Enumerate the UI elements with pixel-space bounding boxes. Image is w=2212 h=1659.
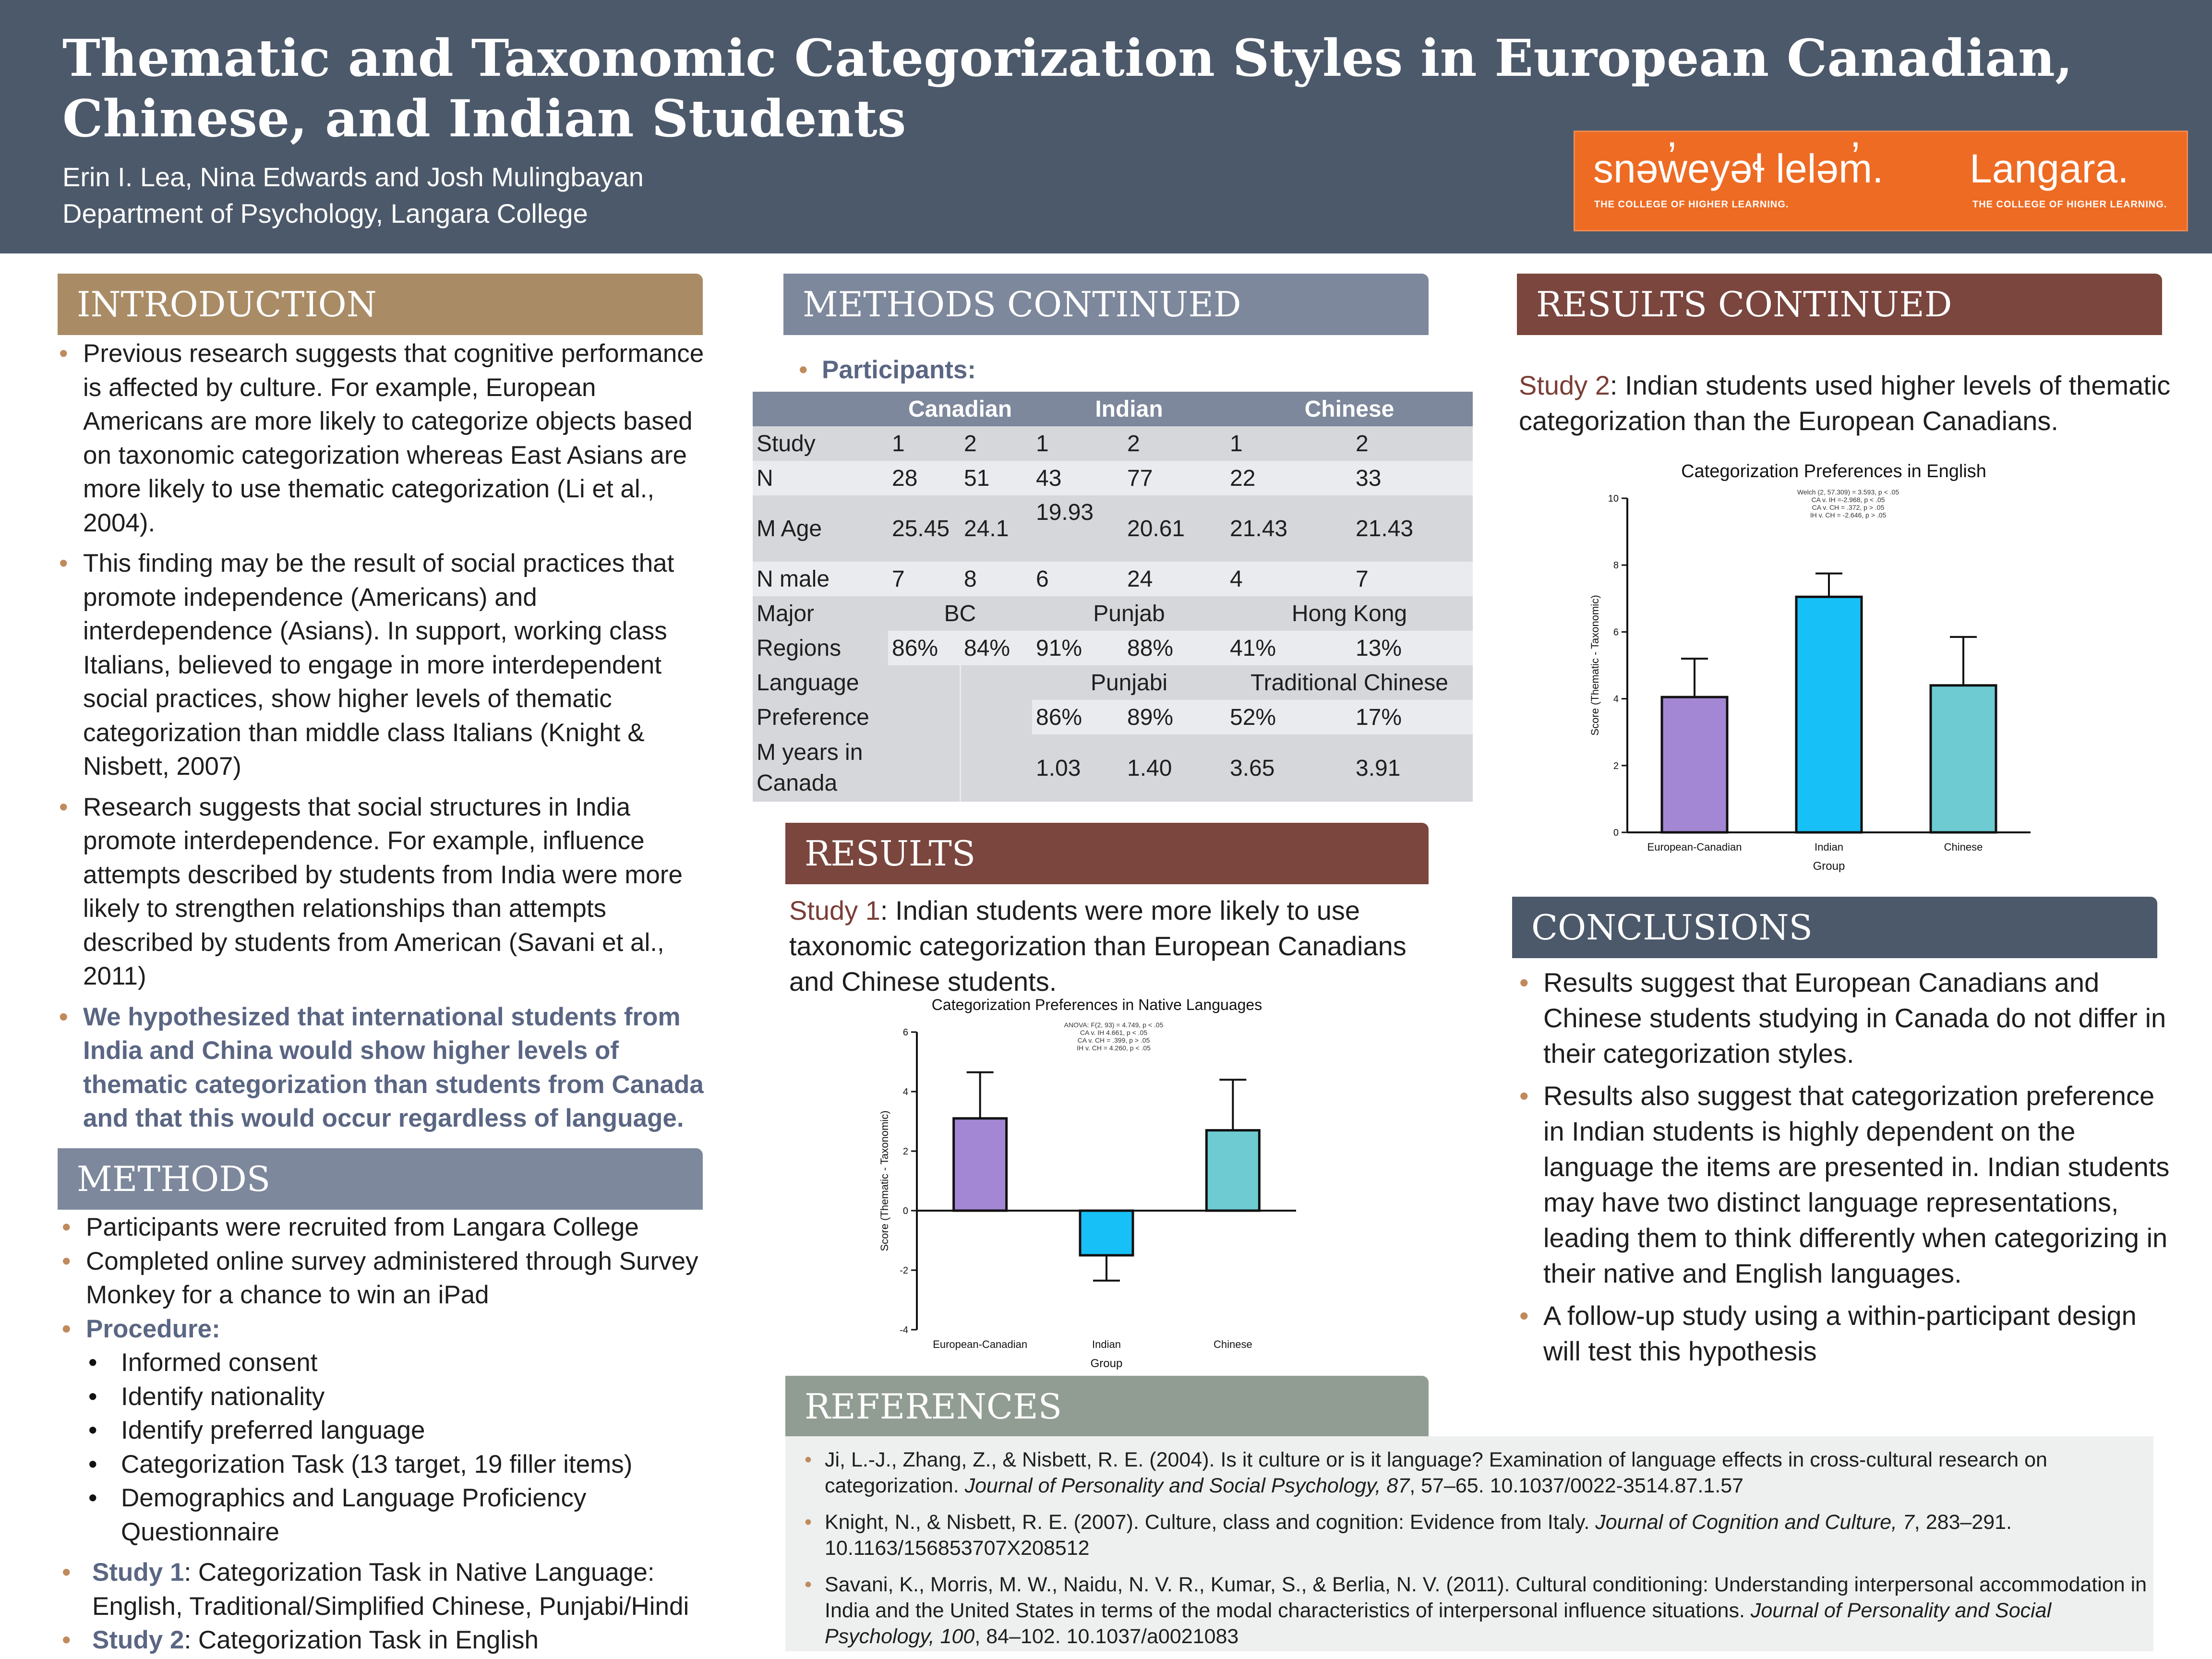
conclusions-list: [1517, 965, 2170, 1369]
table-row: Preference 86% 89% 52% 17%: [753, 700, 1473, 734]
table-row: Regions 86% 84% 91% 88% 41% 13%: [753, 631, 1473, 665]
chart-stat-annotation: IH v. CH = -2.646, p > .05: [1810, 511, 1887, 519]
procedure-step: • Identify preferred language: [60, 1414, 708, 1448]
table-row: N male 7 8 6 24 4 7: [753, 562, 1473, 596]
chart-native-languages: [864, 994, 1320, 1378]
references-panel: [785, 1436, 2153, 1651]
procedure-step: • Categorization Task (13 target, 19 filler items): [60, 1448, 708, 1482]
study2-label: Study 2: [92, 1626, 184, 1654]
y-tick-label: 8: [1613, 560, 1619, 571]
y-tick-label: 6: [1613, 627, 1619, 638]
bar: [1796, 597, 1862, 832]
x-tick-label: European-Canadian: [933, 1338, 1028, 1350]
y-axis-label: Score (Thematic - Taxonomic): [1589, 595, 1601, 736]
group-header: Canadian: [888, 392, 1032, 426]
procedure-step: • Identify nationality: [60, 1380, 708, 1414]
reference-item: • Ji, L.-J., Zhang, Z., & Nisbett, R. E. (2004). Is it culture or is it language? Examination of language effects in cross-cultural research on categorization. Journal of Personality and Social Psychology, 87, 57–65. 10.1037/0022-3514.87.1.57: [785, 1447, 2153, 1499]
chart-stat-annotation: IH v. CH = 4.260, p < .05: [1077, 1044, 1151, 1052]
poster-header: [0, 0, 2212, 253]
methods-list: [60, 1211, 708, 1658]
x-tick-label: European-Canadian: [1647, 841, 1742, 853]
group-header: Chinese: [1226, 392, 1473, 426]
intro-bullet: • This finding may be the result of social practices that promote independence (Americans) and interdependence (Asians). In support, working class Italians, believed to engage in more interdependent social practices, show higher levels of thematic categorization than middle class Italians (Knight & Nisbett, 2007): [57, 547, 705, 784]
x-tick-label: Chinese: [1944, 841, 1983, 853]
logo-word-right: Langara.: [1970, 146, 2129, 191]
results-study2-label: Study 2: [1519, 370, 1610, 400]
y-tick-label: 4: [902, 1087, 908, 1097]
table-row: M years in Canada 1.03 1.40 3.65 3.91: [753, 734, 1473, 802]
results-study2-text: : Indian students used higher levels of thematic categorization than the European Canadians.: [1519, 370, 2171, 436]
table-row: Major BC Punjab Hong Kong: [753, 596, 1473, 631]
conclusion-bullet: • Results also suggest that categorization preference in Indian students is highly dependent on the language the items are presented in. Indian students may have two distinct language representations, leading them to think differently when categorizing in their native and English languages.: [1517, 1078, 2170, 1291]
chart-stat-annotation: Welch (2, 57.309) = 3.593, p < .05: [1797, 488, 1899, 496]
logo-tagline-right: THE COLLEGE OF HIGHER LEARNING.: [1972, 199, 2167, 210]
participants-label: Participants:: [822, 356, 976, 384]
participants-heading: • Participants:: [799, 356, 976, 384]
introduction-heading: INTRODUCTION: [58, 274, 703, 335]
affiliation: Department of Psychology, Langara College: [62, 198, 588, 228]
bar: [954, 1118, 1007, 1211]
study1-label: Study 1: [92, 1558, 184, 1587]
y-tick-label: 4: [1613, 694, 1619, 705]
references-heading: REFERENCES: [785, 1376, 1429, 1437]
y-tick-label: 2: [1613, 760, 1619, 771]
conclusion-bullet: • A follow-up study using a within-participant design will test this hypothesis: [1517, 1298, 2170, 1369]
intro-bullet: • Previous research suggests that cognitive performance is affected by culture. For example, European Americans are more likely to categorize objects based on taxonomic categorization whereas East Asians are more likely to use thematic categorization (Li et al., 2004).: [57, 337, 705, 540]
conclusions-heading: CONCLUSIONS: [1512, 897, 2157, 958]
y-tick-label: -4: [900, 1325, 908, 1335]
y-tick-label: 10: [1608, 493, 1619, 504]
langara-logo: [1574, 131, 2188, 231]
y-tick-label: 2: [902, 1146, 908, 1157]
table-row: Language Punjabi Traditional Chinese: [753, 665, 1473, 700]
x-tick-label: Indian: [1092, 1338, 1121, 1350]
chart-english: [1579, 456, 2059, 883]
x-tick-label: Indian: [1815, 841, 1843, 853]
chart-title: Categorization Preferences in English: [1681, 461, 1986, 481]
logo-word-left: snəw̓eyəɬ leləm̓.: [1593, 146, 1884, 191]
table-row: N 28 51 43 77 22 33: [753, 461, 1473, 495]
bar: [1931, 685, 1996, 832]
results-study1: [789, 893, 1428, 999]
bar: [1206, 1130, 1259, 1211]
reference-item: • Knight, N., & Nisbett, R. E. (2007). Culture, class and cognition: Evidence from Italy. Journal of Cognition and Culture, 7, 283–291. 10.1163/156853707X208512: [785, 1509, 2153, 1561]
conclusion-bullet: • Results suggest that European Canadians and Chinese students studying in Canada do not differ in their categorization styles.: [1517, 965, 2170, 1071]
chart-stat-annotation: CA v. CH = .372, p > .05: [1812, 504, 1885, 511]
chart-stat-annotation: CA v. CH = .399, p > .05: [1077, 1036, 1150, 1044]
study1-text: : Categorization Task in Native Language: English, Traditional/Simplified Chinese, Punjabi/Hindi: [92, 1558, 689, 1621]
methods-bullet: • Completed online survey administered through Survey Monkey for a chance to win an iPad: [60, 1245, 708, 1312]
x-axis-label: Group: [1813, 860, 1845, 873]
introduction-list: [57, 337, 705, 1136]
y-tick-label: 0: [902, 1206, 908, 1216]
results-study1-text: : Indian students were more likely to use taxonomic categorization than European Canadians and Chinese students.: [789, 895, 1407, 997]
x-axis-label: Group: [1090, 1357, 1123, 1370]
chart-stat-annotation: ANOVA: F(2, 93) = 4.749, p < .05: [1064, 1021, 1164, 1029]
methods-heading: METHODS: [58, 1148, 703, 1210]
y-tick-label: 0: [1613, 828, 1619, 838]
y-tick-label: -2: [900, 1265, 908, 1276]
bar: [1662, 697, 1727, 832]
y-axis-label: Score (Thematic - Taxonomic): [878, 1110, 890, 1251]
hypothesis: • We hypothesized that international students from India and China would show higher levels of thematic categorization than students from Canada and that this would occur regardless of language.: [57, 1000, 705, 1136]
group-header: Indian: [1032, 392, 1226, 426]
reference-item: • Savani, K., Morris, M. W., Naidu, N. V. R., Kumar, S., & Berlia, N. V. (2011). Cultural conditioning: Understanding interpersonal accommodation in India and the United States in terms of the modal characteristics of interpersonal influence situations. Journal of Personality and Social Psychology, 100, 84–102. 10.1037/a0021083: [785, 1572, 2153, 1649]
procedure-step: • Informed consent: [60, 1346, 708, 1380]
chart-stat-annotation: CA v. IH =-2.968, p < .05: [1811, 496, 1885, 504]
logo-tagline-left: THE COLLEGE OF HIGHER LEARNING.: [1594, 199, 1789, 210]
results-study2: [1519, 368, 2181, 439]
study1-description: [60, 1556, 708, 1623]
table-row: M Age 25.45 24.1 19.93 20.61 21.43 21.43: [753, 495, 1473, 562]
methods-continued-heading: METHODS CONTINUED: [783, 274, 1429, 335]
results-continued-heading: RESULTS CONTINUED: [1517, 274, 2162, 335]
y-tick-label: 6: [902, 1027, 908, 1038]
intro-bullet: • Research suggests that social structures in India promote interdependence. For example, influence attempts described by students from India were more likely to strengthen relationships than attempts described by students from American (Savani et al., 2011): [57, 791, 705, 994]
bar: [1080, 1211, 1133, 1255]
study2-description: [60, 1623, 708, 1658]
chart-stat-annotation: CA v. IH 4.661, p < .05: [1080, 1029, 1148, 1036]
procedure-label: • Procedure:: [60, 1312, 708, 1346]
results-study1-label: Study 1: [789, 895, 880, 926]
authors: Erin I. Lea, Nina Edwards and Josh Mulingbayan: [62, 162, 644, 192]
procedure-step: • Demographics and Language Proficiency Questionnaire: [60, 1481, 708, 1549]
study2-text: : Categorization Task in English: [184, 1626, 539, 1654]
participants-table: [753, 392, 1473, 802]
methods-bullet: • Participants were recruited from Langara College: [60, 1211, 708, 1245]
results-heading: RESULTS: [785, 823, 1429, 884]
chart-title: Categorization Preferences in Native Languages: [931, 996, 1262, 1013]
x-tick-label: Chinese: [1213, 1338, 1252, 1350]
poster-title: Thematic and Taxonomic Categorization Styles in European Canadian, Chinese, and Indian Students: [62, 28, 2073, 148]
table-row: Study 1 2 1 2 1 2: [753, 426, 1473, 461]
